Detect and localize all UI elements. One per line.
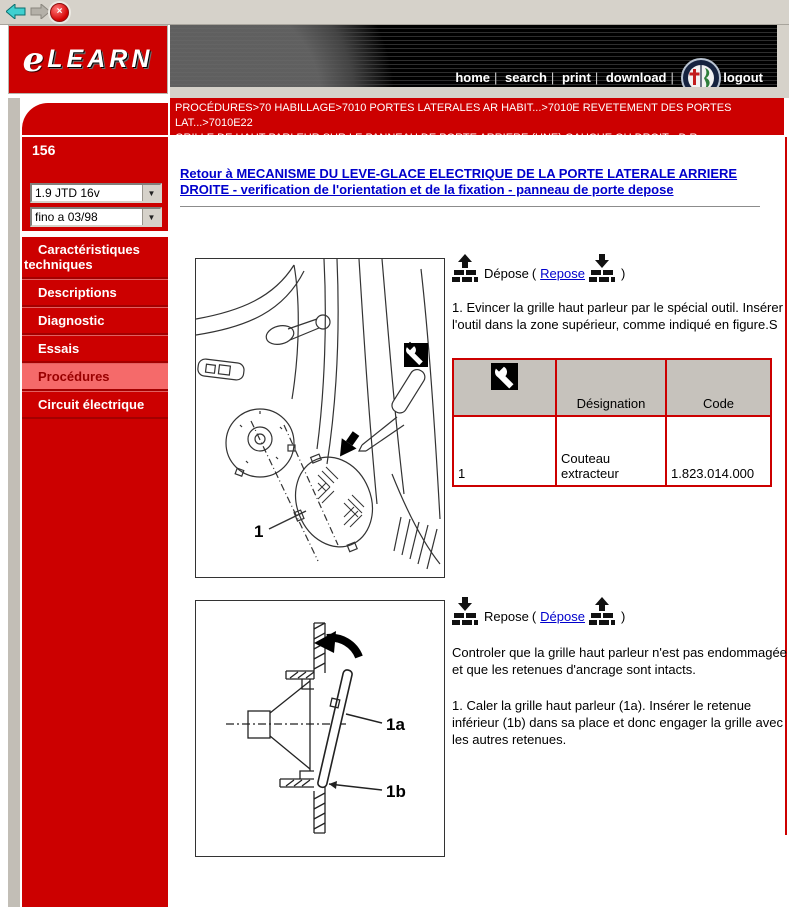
depose-up-arrow-icon [452,254,478,283]
sidebar-item-diagnostic[interactable]: Diagnostic [22,307,168,335]
tool-designation-cell: Couteau extracteur [556,416,666,486]
code-header-cell: Code [666,359,771,416]
tool-number-cell: 1 [453,416,556,486]
sidebar-model-panel [22,137,168,231]
depose-link[interactable]: Dépose [540,609,585,624]
tool-icon-header-cell [453,359,556,416]
breadcrumb-line1: PROCÉDURES>70 HABILLAGE>7010 PORTES LATERALES AR HABIT...>7010E REVETEMENT DES PORTES LAT...>7010E22 [175,102,732,129]
nav-search[interactable]: search [505,70,547,85]
repose-down-arrow-icon [452,597,478,626]
elearn-logo-text: LEARN [47,45,154,73]
paren-close: ) [620,266,626,281]
sidebar-item-circuit-electrique[interactable]: Circuit électrique [22,391,168,419]
variant-select-value: fino a 03/98 [35,210,98,224]
browser-titlebar [0,0,789,25]
grille-section-drawing [196,601,444,856]
engine-select-value: 1.9 JTD 16v [35,186,100,200]
table-header-row [453,359,771,416]
sidebar-item-descriptions[interactable]: Descriptions [22,279,168,307]
return-link-wrap [180,166,782,198]
figure-repose-illustration [195,600,445,857]
nav-logout[interactable]: logout [723,70,763,85]
door-speaker-grille-drawing [196,259,444,577]
breadcrumb-line2: GRILLE DE HAUT-PARLEUR SUR LE PANNEAU DE PORTE ARRIERE (UNE) GAUCHE OU DROIT - D.R [175,132,698,144]
header-right-filler [777,25,789,87]
sidebar-menu [22,237,168,907]
elearn-logo-e: e [22,39,45,80]
repose-check-text: Controler que la grille haut parleur n'est pas endommagée et que les retenues d'ancrage sont intacts. [452,645,787,677]
engine-select[interactable] [30,183,162,203]
elearn-logo [8,25,168,94]
repose-down-arrow-icon [589,254,615,283]
top-navigation [451,70,767,85]
nav-print[interactable]: print [561,70,591,85]
forward-arrow-icon[interactable] [30,4,50,19]
figure1-callout-1: 1 [254,522,264,541]
depose-instruction: 1. Evincer la grille haut parleur par le spécial outil. Insérer l'outil dans la zone supérieur, comme indiqué en figure.S [452,300,783,332]
sidebar-item-procedures[interactable]: Procédures [22,363,168,391]
chevron-down-icon[interactable]: ▼ [142,209,160,225]
paren-open: ( [531,609,537,624]
sidebar-item-caracteristiques[interactable]: Caractéristiques techniques [22,237,168,279]
depose-heading [452,254,787,283]
depose-up-arrow-icon [589,597,615,626]
repose-heading [452,597,787,626]
header-bottom-filler [170,87,789,98]
repose-link[interactable]: Repose [540,266,585,281]
model-label: 156 [32,142,56,158]
chevron-down-icon[interactable]: ▼ [142,185,160,201]
nav-separator: | [594,70,599,85]
sidebar-item-essais[interactable]: Essais [22,335,168,363]
figure-depose-illustration [195,258,445,578]
figure2-callout-1b: 1b [386,782,406,801]
header-banner-image [170,25,777,87]
table-row [453,416,771,486]
breadcrumb [170,98,784,144]
repose-title: Repose [484,609,529,624]
nav-separator: | [550,70,555,85]
figure2-callout-1a: 1a [386,715,405,734]
special-tools-table [452,358,772,487]
divider [180,206,760,207]
variant-select[interactable] [30,207,162,227]
return-link[interactable]: Retour à MECANISME DU LEVE-GLACE ELECTRIQUE DE LA PORTE LATERALE ARRIERE DROITE - verification de l'orientation et de la fixation - panneau de porte depose [180,166,738,197]
left-gutter [8,98,22,907]
tool-code-cell: 1.823.014.000 [666,416,771,486]
wrench-icon [491,363,518,390]
wheel-artwork [170,25,430,87]
wrench-icon [404,342,428,367]
repose-instruction: 1. Caler la grille haut parleur (1a). Insérer le retenue inférieur (1b) dans sa place et donc engager la grille avec les autres retenues. [452,698,783,747]
nav-home[interactable]: home [455,70,490,85]
paren-open: ( [531,266,537,281]
depose-title: Dépose [484,266,529,281]
back-arrow-icon[interactable] [6,4,26,19]
nav-download[interactable]: download [605,70,667,85]
designation-header-cell: Désignation [556,359,666,416]
close-button[interactable]: × [50,3,69,22]
nav-separator: | [670,70,674,85]
sidebar-rounded-header [22,103,168,135]
nav-separator: | [493,70,498,85]
paren-close: ) [620,609,626,624]
